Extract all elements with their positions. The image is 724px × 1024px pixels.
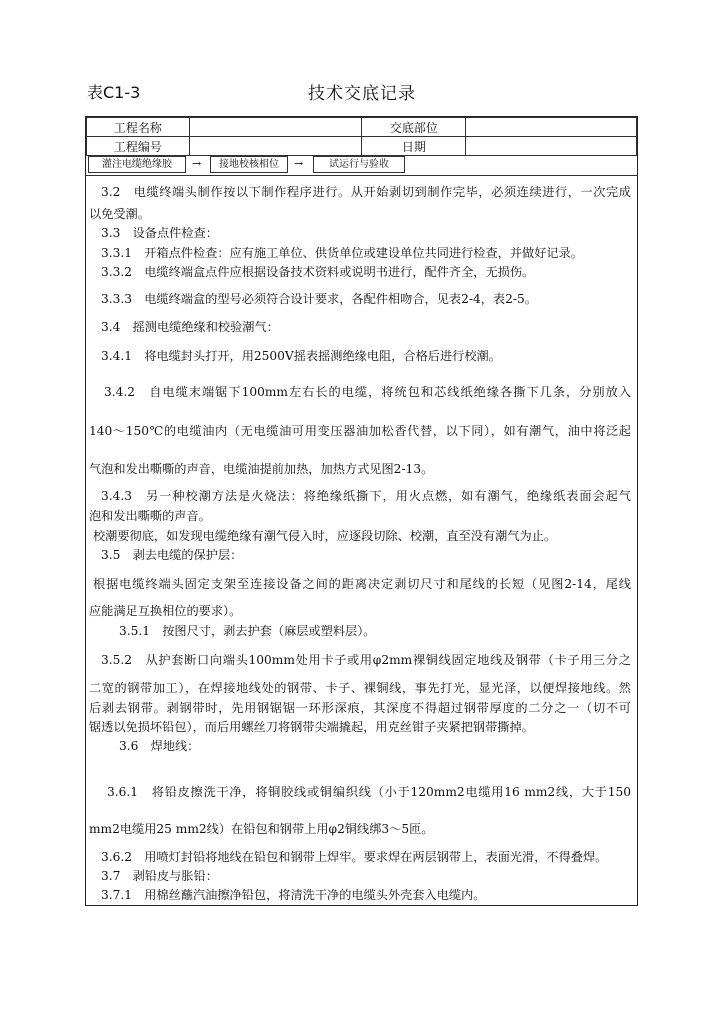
body-line: 3.7.1 用棉丝蘸汽油擦净铅包，将清洗干净的电缆头外壳套入电缆内。 bbox=[101, 888, 486, 902]
date-value bbox=[466, 137, 637, 156]
body-line: 3.4.3 另一种校潮方法是火烧法：将绝缘纸撕下，用火点燃，如有潮气，绝缘纸表面会起气 bbox=[101, 489, 631, 503]
body-line: 3.2 电缆终端头制作按以下制作程序进行。从开始剥切到制作完毕，必须连续进行，一次完成 bbox=[101, 185, 631, 199]
body-line: 后剥去钢带。剥钢带时，先用钢锯锯一环形深痕，其深度不得超过钢带厚度的二分之一（切不可 bbox=[89, 701, 631, 715]
body-line: 3.4.1 将电缆封头打开，用2500V摇表摇测绝缘电阻，合格后进行校潮。 bbox=[101, 349, 501, 363]
body-line: 3.3 设备点件检查： bbox=[101, 226, 218, 240]
info-table bbox=[86, 117, 637, 156]
form-number: 表C1-3 bbox=[87, 83, 141, 102]
body-line: 3.3.1 开箱点件检查：应有施工单位、供货单位或建设单位共同进行检查，并做好记录。 bbox=[101, 246, 583, 260]
body-line: 140～150℃的电缆油内（无电缆油可用变压器油加松香代替，以下同），如有潮气，油中将泛起 bbox=[89, 424, 631, 438]
body-line: 以免受潮。 bbox=[89, 207, 150, 221]
handover-part-value bbox=[466, 118, 637, 137]
flow-step-insulation: 灌注电缆绝缘胶 bbox=[88, 156, 186, 173]
record-form bbox=[85, 116, 638, 906]
project-name-label: 工程名称 bbox=[87, 118, 190, 137]
flow-arrow-icon: → bbox=[294, 157, 304, 170]
divider bbox=[86, 175, 637, 176]
body-line: 锯透以免损坏铅包），而后用螺丝刀将钢带尖端撬起，用克丝钳子夹紧把钢带撕掉。 bbox=[89, 720, 534, 734]
handover-part-label: 交底部位 bbox=[362, 118, 466, 137]
body-line: 应能满足互换相位的要求）。 bbox=[89, 604, 242, 618]
body-line: 气泡和发出嘶嘶的声音，电缆油提前加热，加热方式见图2-13。 bbox=[89, 462, 434, 476]
body-line: 3.6 焊地线： bbox=[119, 739, 200, 753]
body-line: 二宽的钢带加工），在焊接地线处的钢带、卡子、裸铜线，事先打光，显光泽，以便焊接地线。然 bbox=[89, 681, 631, 695]
body-line: mm2电缆用25 mm2线）在铅包和钢带上用φ2铜线绑3～5匝。 bbox=[89, 822, 434, 836]
body-line: 3.6.1 将铅皮擦洗干净，将铜胶线或铜编织线（小于120mm2电缆用16 mm2线，大于150 bbox=[107, 785, 631, 799]
body-line: 校潮要彻底，如发现电缆绝缘有潮气侵入时，应逐段切除、校潮，直至没有潮气为止。 bbox=[93, 529, 557, 543]
body-line: 泡和发出嘶嘶的声音。 bbox=[89, 509, 211, 523]
document-title: 技术交底记录 bbox=[308, 84, 416, 104]
body-line: 3.5.2 从护套断口向端头100mm处用卡子或用φ2mm裸铜线固定地线及钢带（卡子用三分之 bbox=[101, 653, 631, 667]
body-line: 3.5 剥去电缆的保护层： bbox=[101, 548, 243, 562]
process-flow bbox=[88, 155, 637, 175]
body-line: 3.3.3 电缆终端盒的型号必须符合设计要求，各配件相吻合，见表2-4，表2-5。 bbox=[101, 292, 537, 306]
body-line: 3.5.1 按图尺寸，剥去护套（麻层或塑料层）。 bbox=[119, 624, 376, 638]
body-line: 3.7 剥铅皮与胀铅： bbox=[101, 869, 218, 883]
body-line: 3.4.2 自电缆末端锯下100mm左右长的电缆，将统包和芯线纸绝缘各撕下几条，分别放入 bbox=[104, 385, 631, 399]
body-line: 3.3.2 电缆终端盒点件应根据设备技术资料或说明书进行，配件齐全，无损伤。 bbox=[101, 265, 535, 279]
project-no-label: 工程编号 bbox=[87, 137, 190, 156]
project-no-value bbox=[189, 137, 362, 156]
date-label: 日期 bbox=[362, 137, 466, 156]
flow-step-acceptance: 试运行与验收 bbox=[313, 156, 405, 173]
body-line: 3.4 摇测电缆绝缘和校验潮气： bbox=[101, 320, 279, 334]
flow-step-phase-check: 接地校核相位 bbox=[210, 156, 288, 173]
body-line: 根据电缆终端头固定支架至连接设备之间的距离决定剥切尺寸和尾线的长短（见图2-14，尾线 bbox=[93, 577, 631, 591]
body-line: 3.6.2 用喷灯封铅将地线在铅包和钢带上焊牢。要求焊在两层钢带上，表面光滑，不得叠焊。 bbox=[101, 850, 608, 864]
flow-arrow-icon: → bbox=[192, 157, 202, 170]
project-name-value bbox=[189, 118, 362, 137]
